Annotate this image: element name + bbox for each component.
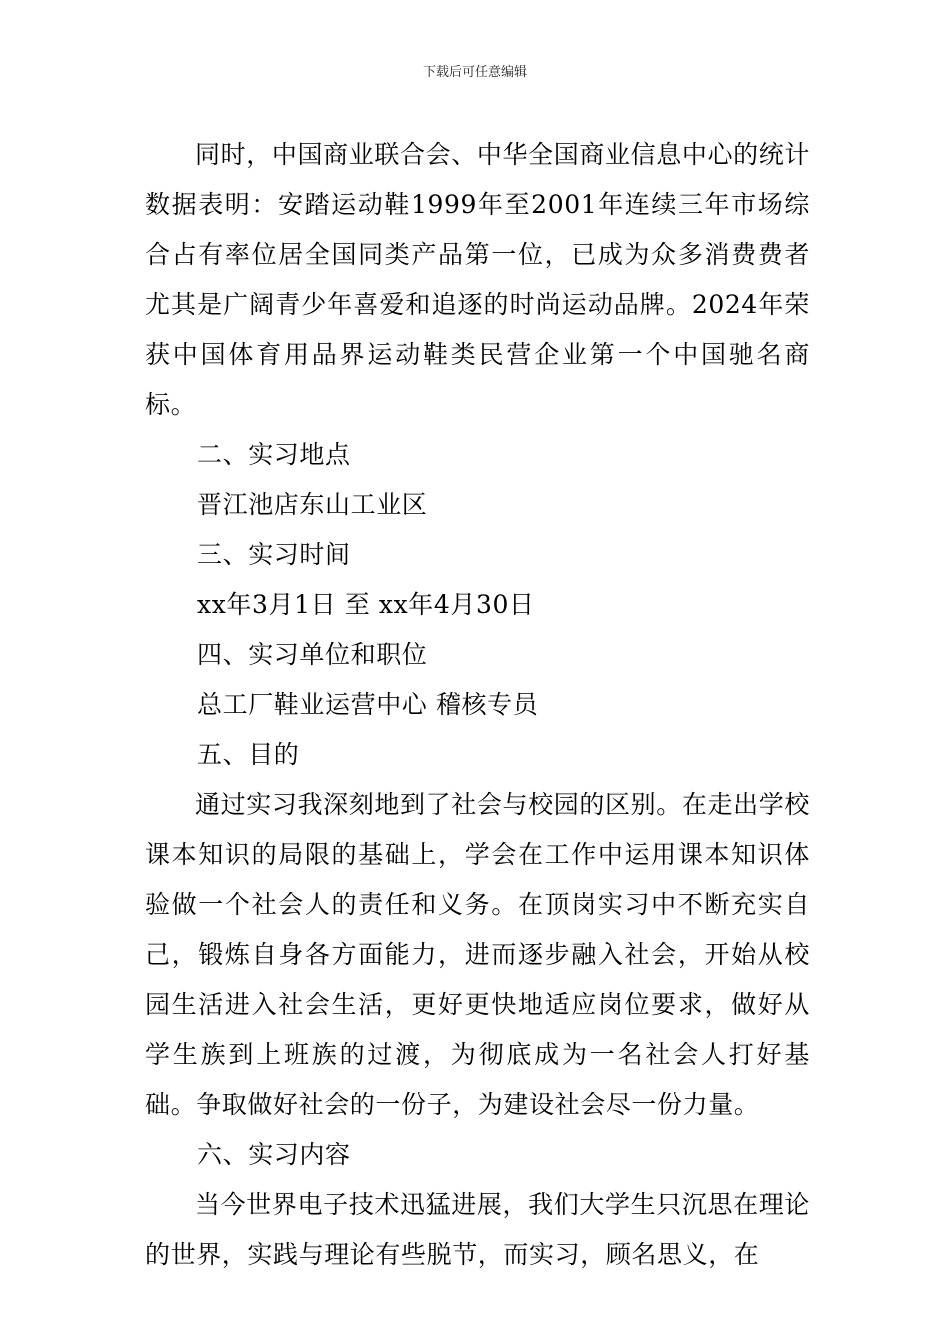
- page-header: 下载后可任意编辑: [422, 65, 527, 80]
- internship-unit: 总工厂鞋业运营中心 稽核专员: [197, 690, 539, 719]
- paragraph-purpose: 通过实习我深刻地到了社会与校园的区别。在走出学校课本知识的局限的基础上，学会在工作中运用课本知识体验做一个社会人的责任和义务。在顶岗实习中不断充实自己，锻炼自身各方面能力，进而逐步融入社会，开始从校园生活进入社会生活，更好更快地适应岗位要求，做好从学生族到上班族的过渡，为彻底成为一名社会人打好基础。争取做好社会的一份子，为建设社会尽一份力量。: [145, 790, 810, 1119]
- section-heading-location: 二、实习地点: [197, 440, 351, 469]
- section-heading-purpose: 五、目的: [197, 740, 300, 769]
- document-body: [145, 130, 810, 1280]
- internship-time: xx年3月1日 至 xx年4月30日: [197, 590, 535, 619]
- section-heading-content: 六、实习内容: [197, 1140, 351, 1169]
- internship-location: 晋江池店东山工业区: [197, 490, 428, 519]
- section-heading-unit: 四、实习单位和职位: [197, 640, 428, 669]
- section-heading-time: 三、实习时间: [197, 540, 351, 569]
- paragraph-content: 当今世界电子技术迅猛进展，我们大学生只沉思在理论的世界，实践与理论有些脱节，而实习，顾名思义，在: [145, 1190, 810, 1269]
- paragraph-statistics: 同时，中国商业联合会、中华全国商业信息中心的统计数据表明：安踏运动鞋1999年至2001年连续三年市场综合占有率位居全国同类产品第一位，已成为众多消费费者尤其是广阔青少年喜爱和追逐的时尚运动品牌。2024年荣获中国体育用品界运动鞋类民营企业第一个中国驰名商标。: [145, 140, 810, 419]
